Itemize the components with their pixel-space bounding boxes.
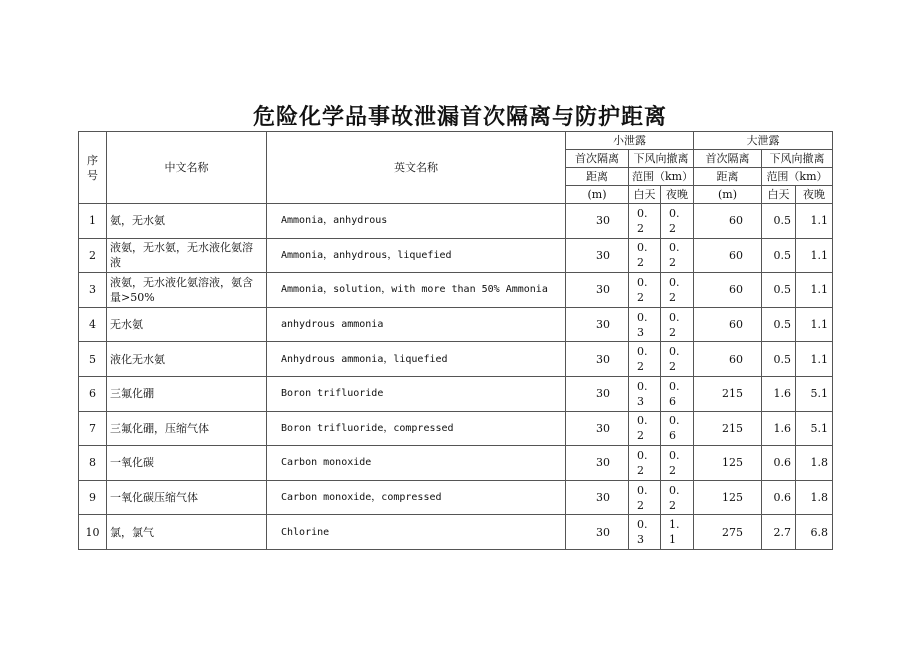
cell-l-night: 6.8 bbox=[796, 515, 833, 550]
cell-l-day: 0.5 bbox=[762, 273, 796, 308]
header-small-dist: 距离 bbox=[566, 168, 629, 186]
cell-en: Ammonia，anhydrous bbox=[267, 204, 566, 239]
table-row bbox=[79, 446, 833, 481]
table-row bbox=[79, 307, 833, 342]
cell-l-night: 1.1 bbox=[796, 238, 833, 273]
cell-l-day: 0.5 bbox=[762, 342, 796, 377]
cell-l-day: 1.6 bbox=[762, 376, 796, 411]
cell-l-iso: 215 bbox=[694, 376, 762, 411]
cell-no: 7 bbox=[79, 411, 107, 446]
header-small-leak: 小泄露 bbox=[566, 132, 694, 150]
table-row bbox=[79, 480, 833, 515]
cell-s-iso: 30 bbox=[566, 446, 629, 481]
cell-s-iso: 30 bbox=[566, 204, 629, 239]
table-row bbox=[79, 376, 833, 411]
cell-cn: 液化无水氨 bbox=[107, 342, 267, 377]
cell-en: Ammonia，solution，with more than 50% Ammonia bbox=[267, 273, 566, 308]
cell-en: anhydrous ammonia bbox=[267, 307, 566, 342]
cell-s-day: 0.3 bbox=[629, 515, 661, 550]
cell-s-day: 0.2 bbox=[629, 204, 661, 239]
header-small-downwind: 下风向撤离 bbox=[629, 150, 694, 168]
cell-l-iso: 60 bbox=[694, 238, 762, 273]
header-large-range: 范围（km） bbox=[762, 168, 833, 186]
cell-l-day: 2.7 bbox=[762, 515, 796, 550]
isolation-distance-table bbox=[78, 131, 833, 550]
cell-cn: 一氧化碳压缩气体 bbox=[107, 480, 267, 515]
cell-l-night: 1.8 bbox=[796, 480, 833, 515]
cell-l-night: 1.1 bbox=[796, 307, 833, 342]
cell-s-iso: 30 bbox=[566, 273, 629, 308]
table-row bbox=[79, 204, 833, 239]
cell-s-day: 0.2 bbox=[629, 480, 661, 515]
header-large-downwind: 下风向撤离 bbox=[762, 150, 833, 168]
cell-l-iso: 60 bbox=[694, 307, 762, 342]
cell-en: Chlorine bbox=[267, 515, 566, 550]
cell-s-day: 0.2 bbox=[629, 273, 661, 308]
cell-s-day: 0.2 bbox=[629, 411, 661, 446]
table-row bbox=[79, 273, 833, 308]
cell-s-day: 0.3 bbox=[629, 376, 661, 411]
cell-cn: 氯，氯气 bbox=[107, 515, 267, 550]
cell-l-iso: 125 bbox=[694, 446, 762, 481]
header-cn-name: 中文名称 bbox=[107, 132, 267, 204]
cell-no: 1 bbox=[79, 204, 107, 239]
cell-l-day: 0.5 bbox=[762, 307, 796, 342]
header-large-leak: 大泄露 bbox=[694, 132, 833, 150]
cell-no: 3 bbox=[79, 273, 107, 308]
table-row bbox=[79, 411, 833, 446]
cell-no: 2 bbox=[79, 238, 107, 273]
cell-l-day: 0.6 bbox=[762, 446, 796, 481]
cell-s-night: 0.2 bbox=[661, 342, 694, 377]
cell-s-iso: 30 bbox=[566, 238, 629, 273]
cell-s-day: 0.3 bbox=[629, 307, 661, 342]
cell-l-night: 5.1 bbox=[796, 411, 833, 446]
header-small-range: 范围（km） bbox=[629, 168, 694, 186]
cell-en: Carbon monoxide，compressed bbox=[267, 480, 566, 515]
cell-l-iso: 125 bbox=[694, 480, 762, 515]
cell-s-iso: 30 bbox=[566, 307, 629, 342]
header-large-first-iso: 首次隔离 bbox=[694, 150, 762, 168]
cell-l-night: 1.1 bbox=[796, 342, 833, 377]
cell-no: 8 bbox=[79, 446, 107, 481]
cell-l-day: 1.6 bbox=[762, 411, 796, 446]
header-large-dist: 距离 bbox=[694, 168, 762, 186]
header-large-night: 夜晚 bbox=[796, 186, 833, 204]
cell-s-night: 0.2 bbox=[661, 238, 694, 273]
cell-no: 10 bbox=[79, 515, 107, 550]
cell-l-night: 5.1 bbox=[796, 376, 833, 411]
cell-cn: 液氨，无水氨，无水液化氨溶液 bbox=[107, 238, 267, 273]
document-title: 危险化学品事故泄漏首次隔离与防护距离 bbox=[252, 104, 667, 130]
table-row bbox=[79, 342, 833, 377]
cell-l-day: 0.6 bbox=[762, 480, 796, 515]
header-large-day: 白天 bbox=[762, 186, 796, 204]
table-row bbox=[79, 515, 833, 550]
cell-s-night: 0.2 bbox=[661, 204, 694, 239]
cell-l-night: 1.8 bbox=[796, 446, 833, 481]
header-small-first-iso: 首次隔离 bbox=[566, 150, 629, 168]
cell-l-iso: 275 bbox=[694, 515, 762, 550]
cell-cn: 氨，无水氨 bbox=[107, 204, 267, 239]
cell-s-night: 1.1 bbox=[661, 515, 694, 550]
cell-s-day: 0.2 bbox=[629, 446, 661, 481]
cell-cn: 一氧化碳 bbox=[107, 446, 267, 481]
cell-s-night: 0.2 bbox=[661, 307, 694, 342]
cell-en: Ammonia，anhydrous，liquefied bbox=[267, 238, 566, 273]
cell-en: Boron trifluoride，compressed bbox=[267, 411, 566, 446]
cell-s-night: 0.6 bbox=[661, 376, 694, 411]
cell-en: Anhydrous ammonia，liquefied bbox=[267, 342, 566, 377]
cell-no: 6 bbox=[79, 376, 107, 411]
cell-cn: 三氟化硼，压缩气体 bbox=[107, 411, 267, 446]
cell-en: Carbon monoxide bbox=[267, 446, 566, 481]
cell-l-iso: 60 bbox=[694, 342, 762, 377]
cell-l-day: 0.5 bbox=[762, 238, 796, 273]
cell-l-iso: 60 bbox=[694, 273, 762, 308]
cell-s-night: 0.6 bbox=[661, 411, 694, 446]
cell-l-iso: 60 bbox=[694, 204, 762, 239]
cell-l-night: 1.1 bbox=[796, 204, 833, 239]
cell-s-day: 0.2 bbox=[629, 342, 661, 377]
cell-no: 4 bbox=[79, 307, 107, 342]
cell-en: Boron trifluoride bbox=[267, 376, 566, 411]
cell-s-iso: 30 bbox=[566, 480, 629, 515]
cell-s-iso: 30 bbox=[566, 376, 629, 411]
cell-cn: 无水氨 bbox=[107, 307, 267, 342]
header-small-m: (m) bbox=[566, 186, 629, 204]
cell-cn: 液氨，无水液化氨溶液，氨含量>50% bbox=[107, 273, 267, 308]
cell-l-iso: 215 bbox=[694, 411, 762, 446]
cell-s-iso: 30 bbox=[566, 515, 629, 550]
cell-s-day: 0.2 bbox=[629, 238, 661, 273]
cell-s-iso: 30 bbox=[566, 411, 629, 446]
header-small-night: 夜晚 bbox=[661, 186, 694, 204]
cell-s-night: 0.2 bbox=[661, 446, 694, 481]
header-seq: 序号 bbox=[79, 132, 107, 204]
cell-s-iso: 30 bbox=[566, 342, 629, 377]
cell-no: 5 bbox=[79, 342, 107, 377]
header-large-m: (m) bbox=[694, 186, 762, 204]
header-small-day: 白天 bbox=[629, 186, 661, 204]
cell-l-day: 0.5 bbox=[762, 204, 796, 239]
cell-l-night: 1.1 bbox=[796, 273, 833, 308]
cell-no: 9 bbox=[79, 480, 107, 515]
cell-s-night: 0.2 bbox=[661, 273, 694, 308]
table-row bbox=[79, 238, 833, 273]
cell-s-night: 0.2 bbox=[661, 480, 694, 515]
cell-cn: 三氟化硼 bbox=[107, 376, 267, 411]
header-en-name: 英文名称 bbox=[267, 132, 566, 204]
